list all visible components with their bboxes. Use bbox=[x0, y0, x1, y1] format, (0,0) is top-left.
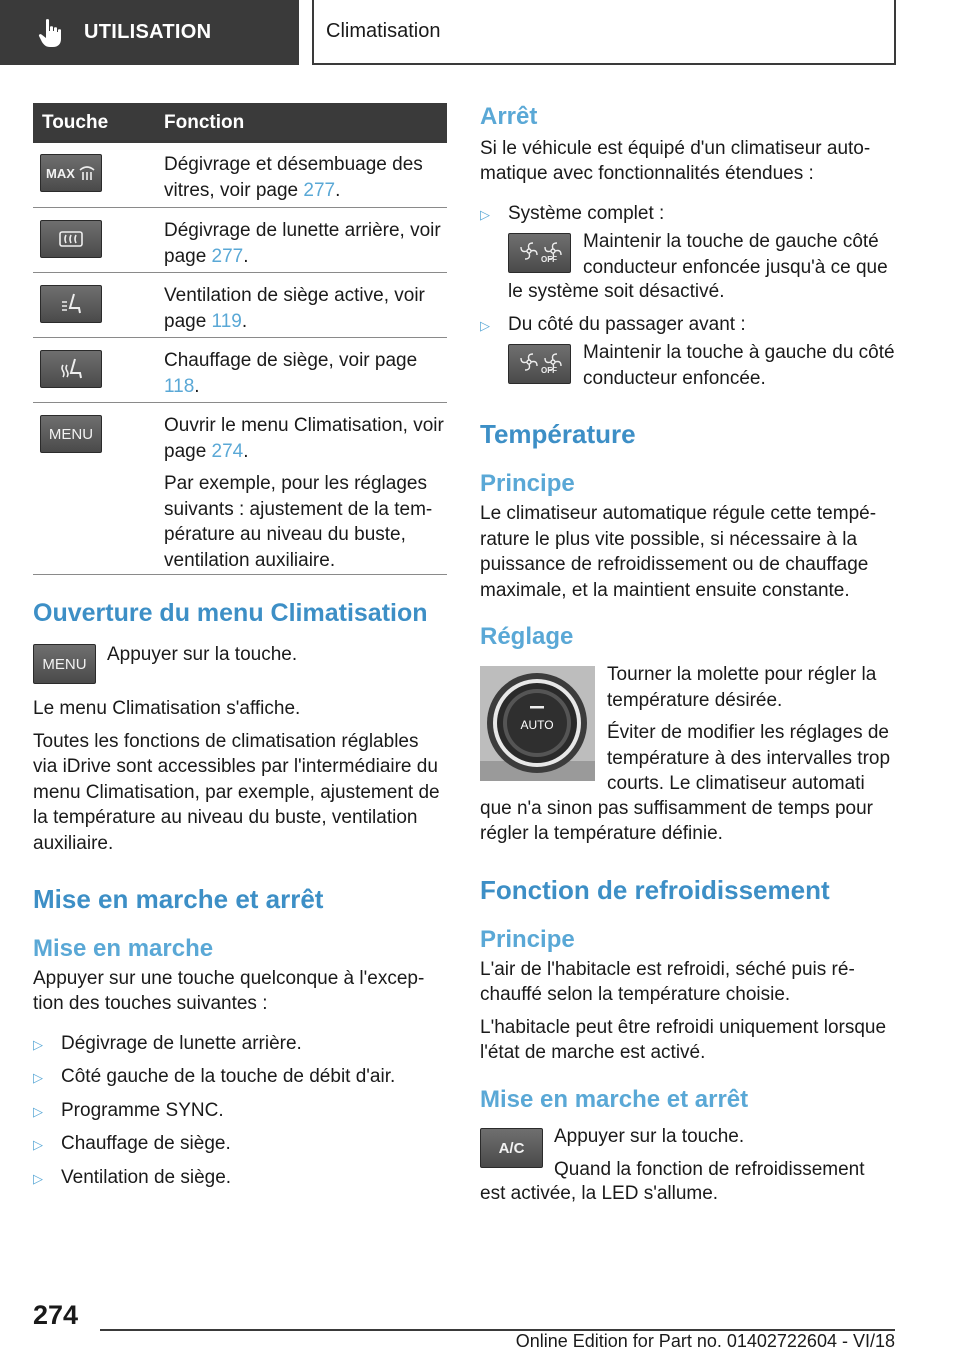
hand-pointer-icon bbox=[38, 18, 64, 48]
page-link[interactable]: 118 bbox=[164, 375, 195, 397]
list-item: ▷ Dégivrage de lunette arrière. bbox=[33, 1032, 302, 1054]
menu-button-icon: MENU bbox=[33, 644, 96, 684]
page-link[interactable]: 277 bbox=[303, 179, 336, 201]
edition-note: Online Edition for Part no. 01402722604 - VI/18 bbox=[515, 1331, 895, 1351]
col-key-header: Touche bbox=[42, 112, 109, 133]
table-header bbox=[33, 103, 447, 143]
heading-cooling: Fonction de refroidissement bbox=[480, 874, 830, 905]
list-item: ▷ Côté gauche de la touche de débit d'air. bbox=[33, 1066, 396, 1088]
row-text: Ouvrir le menu Climatisation, voir page 274. Par exemple, pour les réglages suivants : ajustement de la température au niveau du buste, ventilation auxiliaire. bbox=[164, 415, 444, 571]
list-item: ▷ Programme SYNC. bbox=[33, 1099, 224, 1121]
svg-text:OFF: OFF bbox=[540, 366, 557, 376]
svg-text:AUTO: AUTO bbox=[520, 718, 554, 733]
row-text: Dégivrage de lunette arrière, voir page 277. bbox=[164, 220, 441, 267]
chapter-title: Climatisation bbox=[326, 20, 441, 42]
table-row bbox=[33, 403, 447, 575]
row-text: Chauffage de siège, voir page 118. bbox=[164, 350, 418, 397]
page-number: 274 bbox=[33, 1300, 79, 1330]
svg-text:OFF: OFF bbox=[540, 255, 557, 265]
rear-defrost-icon bbox=[40, 220, 102, 258]
seat-heating-icon bbox=[40, 350, 102, 388]
table-row bbox=[33, 338, 447, 403]
heading-stop: Arrêt bbox=[480, 103, 538, 130]
auto-knob-image bbox=[480, 666, 595, 781]
ac-button-icon: A/C bbox=[480, 1128, 543, 1168]
heading-setting: Réglage bbox=[480, 623, 574, 651]
page-link[interactable]: 277 bbox=[211, 245, 244, 267]
max-defrost-icon: MAX bbox=[40, 154, 102, 192]
list-item: ▷ Chauffage de siège. bbox=[33, 1133, 231, 1155]
heading-temperature: Température bbox=[480, 419, 636, 450]
page-link[interactable]: 274 bbox=[211, 440, 244, 462]
list-item: ▷ Ventilation de siège. bbox=[33, 1166, 232, 1188]
section-tab bbox=[0, 0, 299, 65]
col-func-header: Fonction bbox=[164, 112, 245, 133]
heading-principle-2: Principe bbox=[480, 925, 575, 953]
fan-off-icon bbox=[508, 344, 571, 384]
table-row bbox=[33, 208, 447, 273]
page-link[interactable]: 119 bbox=[211, 310, 242, 332]
heading-switch-on: Mise en marche bbox=[33, 935, 214, 963]
row-text: Dégivrage et désembuage des vitres, voir page 277. bbox=[164, 154, 423, 201]
heading-principle: Principe bbox=[480, 470, 575, 498]
fan-off-icon bbox=[508, 233, 571, 273]
heading-on-off-2: Mise en marche et arrêt bbox=[480, 1085, 749, 1113]
list-item: ▷ Système complet : bbox=[480, 202, 665, 224]
chapter-tab bbox=[312, 0, 896, 65]
table-row bbox=[33, 273, 447, 338]
heading-on-off: Mise en marche et arrêt bbox=[33, 884, 324, 914]
menu-button-icon: MENU bbox=[40, 415, 102, 453]
heading-open-menu: Ouverture du menu Climatisation bbox=[33, 599, 428, 627]
seat-ventilation-icon bbox=[40, 285, 102, 323]
list-item: ▷ Du côté du passager avant : bbox=[480, 313, 746, 335]
row-text: Ventilation de siège active, voir page 119. bbox=[164, 285, 425, 332]
table-row bbox=[33, 143, 447, 208]
keys-table bbox=[33, 103, 447, 575]
section-title: UTILISATION bbox=[84, 21, 212, 43]
